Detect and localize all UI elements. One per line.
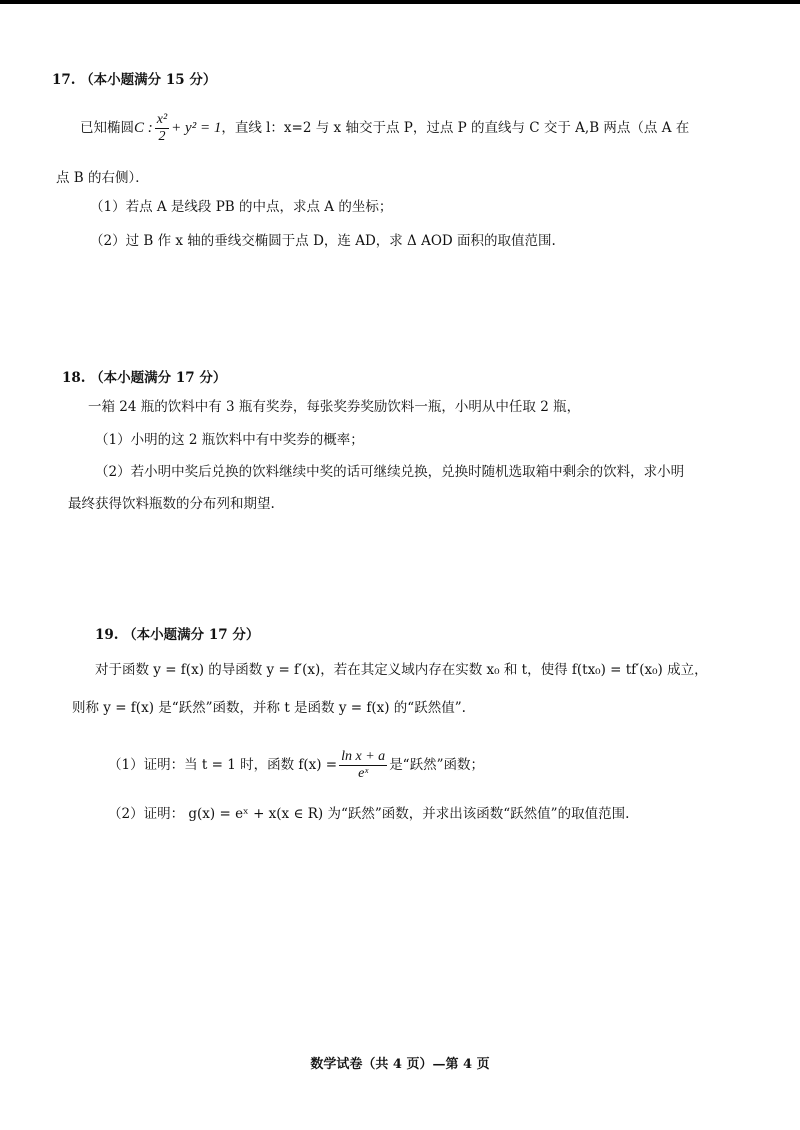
q18-part1: （1）小明的这 2 瓶饮料中有中奖券的概率； [95,432,364,448]
q17-frac-den: 2 [155,128,169,145]
q18-title: 18. （本小题满分 17 分） [62,370,227,386]
q19-part1-num: ln x + a [341,749,386,764]
top-border [0,0,800,4]
q19-part1-b: 是“跃然”函数； [389,757,484,773]
q17-stem-line2: 点 B 的右侧）． [56,170,149,186]
q17-stem-line1 [80,108,689,148]
q17-ellipse-label: C : [134,120,153,136]
q19-stem-line2: 则称 y = f(x) 是“跃然”函数，并称 t 是函数 y = f(x) 的“跃然值”. [72,700,466,716]
page-footer: 数学试卷（共 4 页）—第 4 页 [310,1057,490,1072]
q18-part2-line2: 最终获得饮料瓶数的分布列和期望. [68,496,275,512]
q19-title: 19. （本小题满分 17 分） [95,627,260,643]
q19-part1-den: eˣ [339,765,387,782]
q17-part2: （2）过 B 作 x 轴的垂线交椭圆于点 D，连 AD，求 Δ AOD 面积的取值范围. [90,233,556,249]
q17-fraction [155,112,169,145]
q17-frac-num: x² [156,112,168,127]
q19-part1-fraction [339,749,387,782]
q18-stem: 一箱 24 瓶的饮料中有 3 瓶有奖券，每张奖券奖励饮料一瓶，小明从中任取 2 瓶， [88,399,581,415]
q17-stem-b: ，直线 l：x=2 与 x 轴交于点 P，过点 P 的直线与 C 交于 A,B 两点（点 A 在 [221,120,690,136]
q17-stem-a: 已知椭圆 [80,120,134,136]
q18-part2-line1: （2）若小明中奖后兑换的饮料继续中奖的话可继续兑换，兑换时随机选取箱中剩余的饮料，求小明 [95,464,685,480]
q17-part1: （1）若点 A 是线段 PB 的中点，求点 A 的坐标； [90,199,393,215]
q17-ellipse-eq: + y² = 1 [171,120,222,136]
q19-part1-a: （1）证明：当 t = 1 时，函数 f(x) = [108,757,338,773]
q19-stem-line1: 对于函数 y = f(x) 的导函数 y = f′(x)，若在其定义域内存在实数 x₀ 和 t，使得 f(tx₀) = tf′(x₀) 成立， [95,662,708,678]
q19-part1 [108,745,484,785]
q19-part2: （2）证明： g(x) = eˣ + x(x ∈ R) 为“跃然”函数，并求出该函数“跃然值”的取值范围. [108,806,630,822]
q17-title: 17. （本小题满分 15 分） [52,72,217,88]
